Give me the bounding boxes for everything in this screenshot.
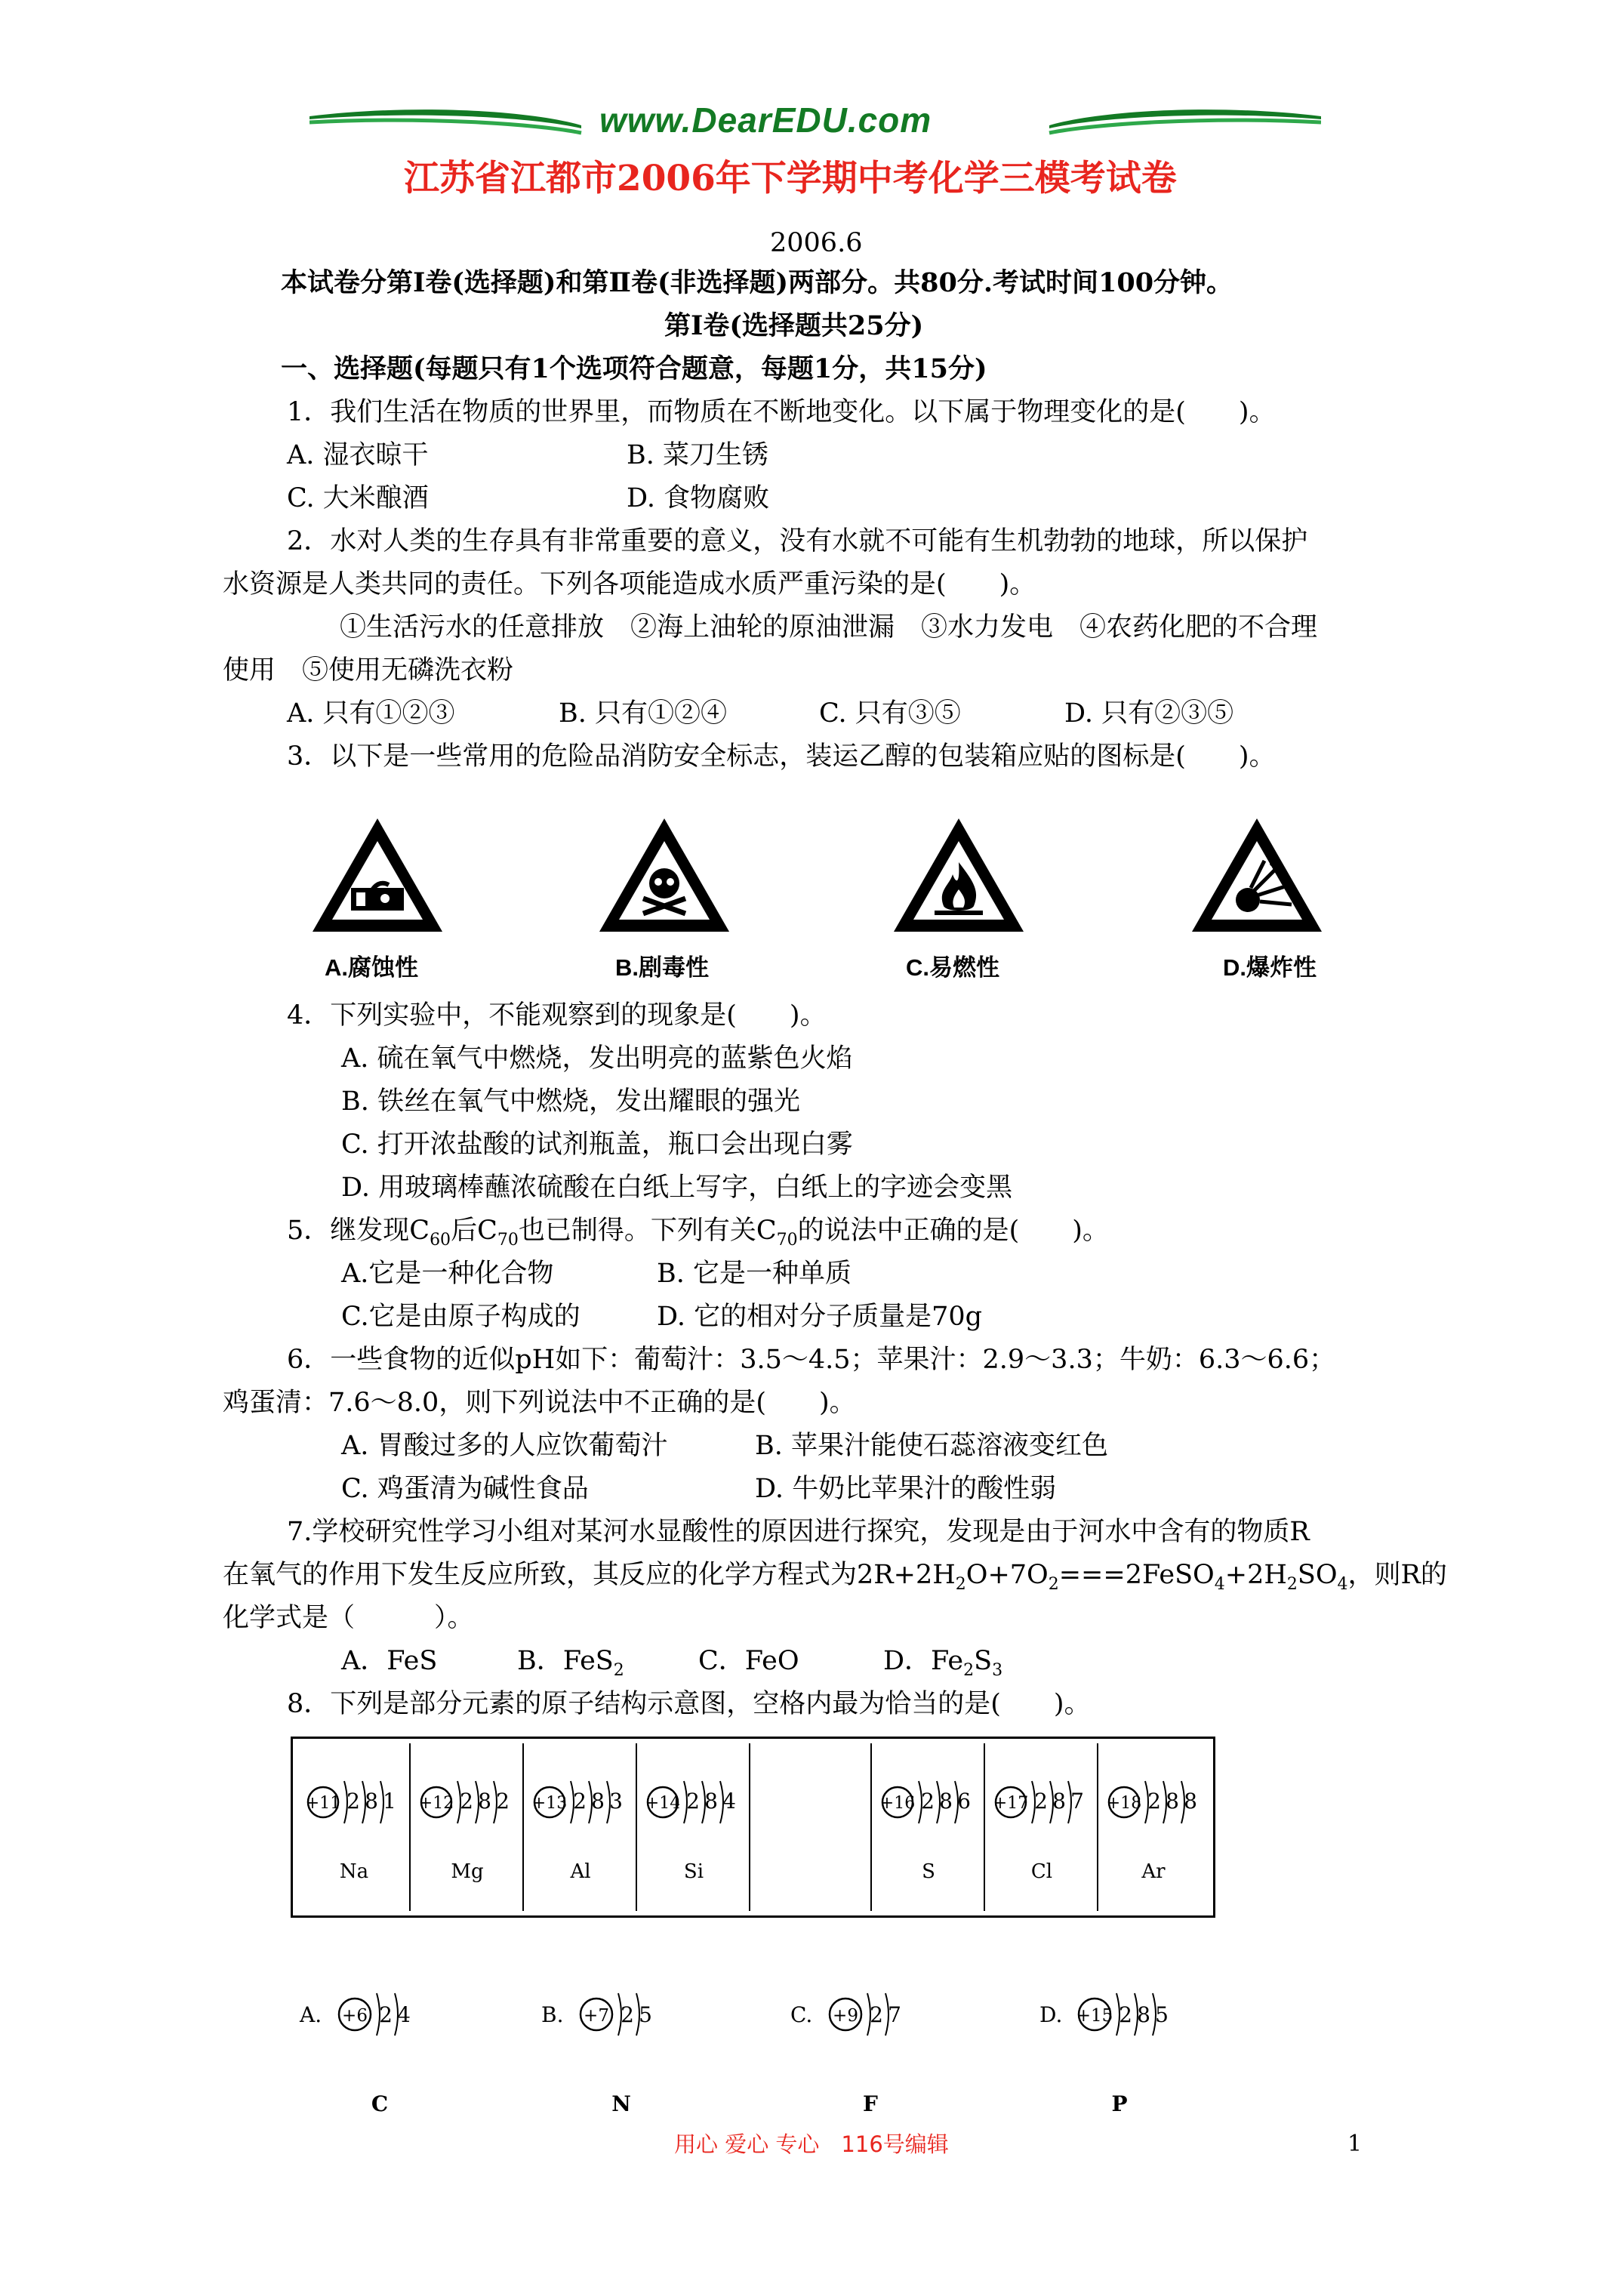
section-heading: 一、选择题(每题只有1个选项符合题意，每题1分，共15分): [281, 353, 987, 384]
atom-shell-count: 2: [573, 1789, 587, 1814]
atom-cell-mg: [411, 1743, 524, 1911]
atom-shell-count: 2: [460, 1789, 473, 1814]
atom-nucleus-label: +18: [1106, 1794, 1142, 1813]
atom-shell-count: 8: [478, 1789, 491, 1814]
atom-cell-si: [637, 1743, 750, 1911]
q8-option-nucleus: +15: [1076, 2006, 1113, 2026]
q8-option-letter: B.: [541, 2002, 564, 2027]
atom-symbol: Al: [570, 1860, 591, 1883]
q6-option-c: C. 鸡蛋清为碱性食品: [341, 1474, 589, 1504]
toxic-skull-icon: [596, 815, 732, 936]
atom-cell-ar: [1098, 1743, 1209, 1911]
q7-part-4: SO: [1297, 1560, 1338, 1590]
atom-shell-count: 4: [722, 1789, 736, 1814]
atom-shell-count: 8: [1052, 1789, 1066, 1814]
q5-sub-70: 70: [497, 1231, 519, 1250]
q8-option-shell-count: 4: [397, 2002, 411, 2027]
q7-sub-3: 4: [1214, 1575, 1225, 1594]
q2-option-b: B. 只有①②④: [559, 698, 727, 729]
q7-option-d-mid: S: [974, 1646, 993, 1676]
q6-stem-line1: 6．一些食物的近似pH如下：葡萄汁：3.5～4.5；苹果汁：2.9～3.3；牛奶：6.3～6.6；: [287, 1345, 1336, 1375]
exam-title: 江苏省江都市2006年下学期中考化学三模考试卷: [404, 158, 1177, 199]
atom-shell-count: 2: [921, 1789, 935, 1814]
q8-option-letter: D.: [1039, 2002, 1063, 2027]
exam-intro: 本试卷分第Ⅰ卷(选择题)和第Ⅱ卷(非选择题)两部分。共80分.考试时间100分钟。: [281, 267, 1233, 298]
q4-option-b: B. 铁丝在氧气中燃烧，发出耀眼的强光: [341, 1086, 800, 1117]
q5-stem-mid2: 也已制得。下列有关C: [518, 1216, 777, 1246]
atom-nucleus-label: +13: [531, 1794, 568, 1813]
atom-diagram-mg: [411, 1743, 524, 1902]
q7-option-c: C．FeO: [698, 1646, 799, 1676]
atom-diagram-na: [297, 1743, 411, 1902]
q7-option-d-sub2: 3: [992, 1661, 1003, 1680]
q2-option-a: A. 只有①②③: [287, 698, 455, 729]
q7-option-d-text: D．Fe: [883, 1646, 964, 1676]
q7-sub-2: 2: [1048, 1575, 1059, 1594]
q5-option-b: B. 它是一种单质: [657, 1259, 852, 1289]
atom-nucleus-label: +14: [645, 1794, 681, 1813]
atom-nucleus-label: +17: [993, 1794, 1029, 1813]
q8-option-nucleus: +9: [833, 2006, 858, 2026]
q7-option-b-text: B．FeS: [517, 1646, 614, 1676]
atom-shell-count: 8: [1184, 1789, 1197, 1814]
atom-shell-count: 7: [1070, 1789, 1084, 1814]
q6-option-b: B. 苹果汁能使石蕊溶液变红色: [755, 1431, 1108, 1461]
atom-nucleus-label: +16: [879, 1794, 916, 1813]
q5-option-d: D. 它的相对分子质量是70g: [657, 1302, 983, 1332]
exam-date: 2006.6: [770, 228, 863, 258]
atom-diagram-s: [872, 1743, 985, 1902]
q7-part-1: O+7O: [965, 1560, 1049, 1590]
q8-option-shell-count: 2: [379, 2002, 393, 2027]
sign-caption-c: C.易燃性: [906, 954, 999, 981]
atom-diagram-cl: [985, 1743, 1098, 1902]
atom-table-cells: [297, 1743, 1209, 1911]
q5-sub-70b: 70: [776, 1231, 798, 1250]
q3-stem: 3．以下是一些常用的危险品消防安全标志，装运乙醇的包装箱应贴的图标是( )。: [287, 741, 1276, 772]
q1-stem: 1．我们生活在物质的世界里，而物质在不断地变化。以下属于物理变化的是( )。: [287, 397, 1276, 427]
q5-stem-prefix: 5．继发现C: [287, 1216, 430, 1246]
q8-option-letter: A.: [300, 2002, 322, 2027]
q8-option-shell-count: 8: [1137, 2002, 1150, 2027]
sign-caption-b: B.剧毒性: [615, 954, 709, 981]
q7-sub-4: 2: [1286, 1575, 1298, 1594]
q8-option-b-diagram: [540, 1963, 766, 2129]
q5-sub-60: 60: [430, 1231, 451, 1250]
q8-option-letter: C.: [790, 2002, 813, 2027]
q5-stem-mid: 后C: [451, 1216, 497, 1246]
atom-shell-count: 2: [1034, 1789, 1048, 1814]
atom-symbol: S: [922, 1860, 935, 1883]
atom-nucleus-label: +12: [418, 1794, 454, 1813]
q4-stem: 4．下列实验中，不能观察到的现象是( )。: [287, 1000, 827, 1031]
q8-option-shell-count: 2: [1119, 2002, 1132, 2027]
q7-sub-1: 2: [955, 1575, 966, 1594]
atom-shell-count: 2: [686, 1789, 700, 1814]
atom-cell-al: [524, 1743, 637, 1911]
q8-option-d-diagram: [1038, 1963, 1264, 2129]
q6-option-d: D. 牛奶比苹果汁的酸性弱: [755, 1474, 1057, 1504]
explosion-sign-icon: [1189, 815, 1325, 936]
q2-option-d: D. 只有②③⑤: [1064, 698, 1234, 729]
q1-option-c: C. 大米酿酒: [287, 483, 429, 513]
q2-items-line2: 使用 ⑤使用无磷洗衣粉: [223, 655, 514, 686]
atom-shell-count: 1: [383, 1789, 396, 1814]
part-title: 第Ⅰ卷(选择题共25分): [664, 310, 924, 341]
atom-shell-count: 2: [496, 1789, 510, 1814]
q8-option-symbol: N: [611, 2091, 631, 2116]
atom-diagram-al: [524, 1743, 637, 1902]
q5-stem-suffix: 的说法中正确的是( )。: [797, 1216, 1109, 1246]
q6-option-a: A. 胃酸过多的人应饮葡萄汁: [341, 1431, 668, 1461]
page-number: 1: [1347, 2131, 1363, 2157]
q8-option-c-diagram: [789, 1963, 1015, 2129]
q7-option-a: A．FeS: [341, 1646, 438, 1676]
q7-sub-5: 4: [1337, 1575, 1348, 1594]
q5-stem: [287, 1214, 1109, 1257]
atom-shell-count: 8: [591, 1789, 605, 1814]
q8-stem: 8．下列是部分元素的原子结构示意图，空格内最为恰当的是( )。: [287, 1689, 1091, 1719]
q1-option-b: B. 菜刀生锈: [627, 440, 768, 470]
q7-stem-line1: 7.学校研究性学习小组对某河水显酸性的原因进行探究，发现是由于河水中含有的物质R: [287, 1517, 1310, 1547]
atom-cell-na: [297, 1743, 411, 1911]
q5-option-a: A.它是一种化合物: [341, 1259, 554, 1289]
q4-option-d: D. 用玻璃棒蘸浓硫酸在白纸上写字，白纸上的字迹会变黑: [341, 1173, 1013, 1203]
q2-items-line1: ①生活污水的任意排放 ②海上油轮的原油泄漏 ③水力发电 ④农药化肥的不合理: [340, 612, 1318, 643]
q8-option-symbol: F: [863, 2091, 878, 2116]
q4-option-a: A. 硫在氧气中燃烧，发出明亮的蓝紫色火焰: [341, 1043, 853, 1074]
flame-sign-icon: [891, 815, 1027, 936]
site-logo: [310, 97, 1321, 149]
q2-stem-line1: 2．水对人类的生存具有非常重要的意义，没有水就不可能有生机勃勃的地球，所以保护: [287, 526, 1308, 556]
q1-option-a: A. 湿衣晾干: [287, 440, 429, 470]
q6-stem-line2: 鸡蛋清：7.6～8.0，则下列说法中不正确的是( )。: [223, 1388, 856, 1418]
q1-option-d: D. 食物腐败: [627, 483, 770, 513]
atom-cell-blank: [750, 1743, 872, 1911]
sign-caption-a: A.腐蚀性: [325, 954, 418, 981]
logo-text: www.DearEDU.com: [599, 100, 932, 140]
q8-options: [291, 1963, 1272, 2129]
q7-part-3: +2H: [1224, 1560, 1287, 1590]
atom-shell-count: 6: [957, 1789, 971, 1814]
q8-option-shell-count: 5: [639, 2002, 652, 2027]
atom-diagram-si: [637, 1743, 750, 1902]
atom-shell-count: 8: [1166, 1789, 1179, 1814]
q8-option-shell-count: 2: [870, 2002, 883, 2027]
q8-option-shell-count: 2: [621, 2002, 634, 2027]
atom-shell-count: 8: [939, 1789, 953, 1814]
atom-shell-count: 2: [1147, 1789, 1161, 1814]
q4-option-c: C. 打开浓盐酸的试剂瓶盖，瓶口会出现白雾: [341, 1130, 853, 1160]
atom-shell-count: 2: [346, 1789, 360, 1814]
atom-nucleus-label: +11: [305, 1794, 341, 1813]
q8-option-symbol: C: [371, 2091, 389, 2116]
atom-cell-cl: [985, 1743, 1098, 1911]
atom-symbol: Ar: [1141, 1860, 1166, 1883]
atom-shell-count: 8: [365, 1789, 378, 1814]
q8-option-nucleus: +7: [584, 2006, 609, 2026]
atom-table: [291, 1737, 1215, 1918]
footer-text: 用心 爱心 专心 116号编辑: [674, 2131, 949, 2157]
q7-stem2-prefix: 在氧气的作用下发生反应所致，其反应的化学方程式为2R+2H: [223, 1560, 956, 1590]
q8-option-shell-count: 7: [888, 2002, 901, 2027]
q7-option-d-sub1: 2: [963, 1661, 975, 1680]
corrosive-sign-icon: [310, 815, 445, 936]
q2-option-c: C. 只有③⑤: [819, 698, 961, 729]
atom-symbol: Mg: [451, 1860, 484, 1883]
q8-option-shell-count: 5: [1155, 2002, 1169, 2027]
q5-option-c: C.它是由原子构成的: [341, 1302, 581, 1332]
atom-shell-count: 8: [704, 1789, 718, 1814]
q7-stem-line3: 化学式是（ ）。: [223, 1603, 474, 1633]
q7-option-d: [883, 1644, 1002, 1687]
atom-shell-count: 3: [609, 1789, 623, 1814]
atom-diagram-ar: [1098, 1743, 1209, 1902]
q8-option-a-diagram: [298, 1963, 525, 2129]
q8-option-nucleus: +6: [342, 2006, 368, 2026]
q7-option-b: [517, 1644, 624, 1687]
q7-stem2-suffix: ，则R的: [1347, 1560, 1447, 1590]
q7-stem-line2: [223, 1558, 1447, 1601]
q2-stem-line2: 水资源是人类共同的责任。下列各项能造成水质严重污染的是( )。: [223, 569, 1036, 599]
atom-symbol: Na: [339, 1860, 369, 1883]
atom-symbol: Si: [683, 1860, 704, 1883]
atom-cell-s: [872, 1743, 985, 1911]
q7-option-b-sub: 2: [613, 1661, 624, 1680]
sign-caption-d: D.爆炸性: [1223, 954, 1317, 981]
atom-symbol: Cl: [1030, 1860, 1053, 1883]
q8-option-symbol: P: [1111, 2091, 1128, 2116]
q7-part-2: ===2FeSO: [1058, 1560, 1215, 1590]
